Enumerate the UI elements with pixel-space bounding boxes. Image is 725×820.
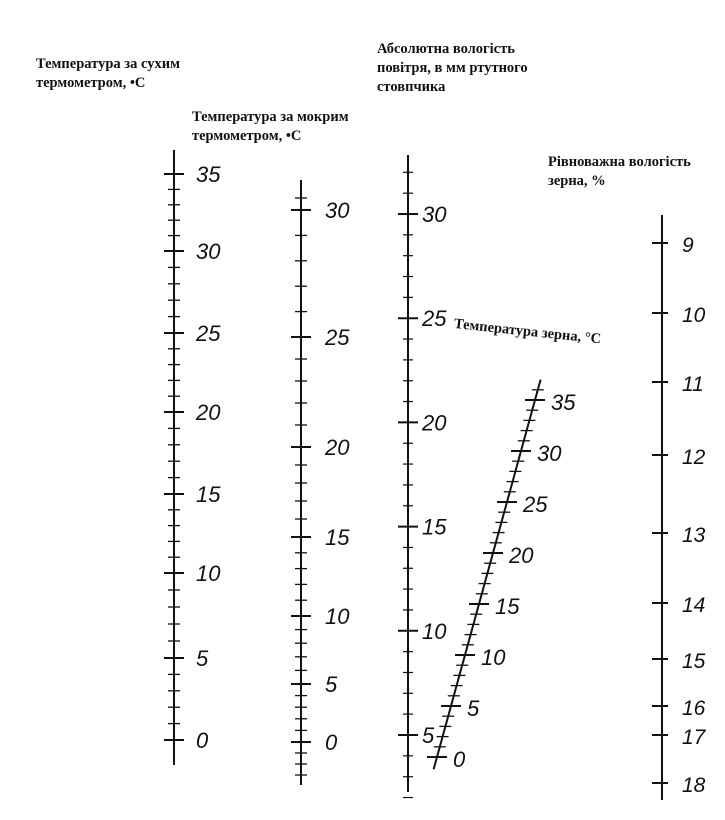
equilibrium-tick-label: 14 (682, 594, 706, 617)
wet-bulb-tick-label: 0 (325, 730, 338, 755)
wet-bulb-tick-label: 20 (325, 435, 350, 460)
wet-bulb-tick-label: 25 (325, 325, 350, 350)
equilibrium-tick-label: 15 (682, 650, 706, 673)
grain-temp-tick-label: 0 (453, 747, 466, 772)
equilibrium-tick-label: 10 (682, 304, 706, 327)
equilibrium-tick-label: 13 (682, 524, 706, 547)
grain-temp-tick-label: 5 (467, 696, 480, 721)
abs-humidity-tick-label: 20 (422, 410, 447, 436)
grain-temp-tick-label: 30 (537, 441, 562, 466)
grain-temp-tick-label: 35 (551, 390, 576, 415)
dry-bulb-tick-label: 10 (196, 561, 221, 586)
abs-humidity-tick-label: 5 (422, 723, 435, 748)
abs-humidity-tick-label: 15 (422, 514, 447, 540)
abs-humidity-title-line-2: повітря, в мм ртутного (377, 60, 528, 76)
dry-bulb-tick-label: 15 (196, 482, 221, 507)
grain-temp-axis (434, 380, 541, 770)
wet-bulb-tick-label: 5 (325, 672, 338, 697)
wet-bulb-title-line-1: Температура за мокрим (192, 109, 349, 125)
abs-humidity-tick-label: 30 (422, 202, 447, 227)
wet-bulb-tick-label: 30 (325, 198, 350, 223)
equilibrium-title-line-1: Рівноважна вологість (548, 154, 691, 170)
dry-bulb-tick-label: 20 (196, 400, 221, 425)
wet-bulb-title-line-2: термометром, •С (192, 128, 302, 144)
dry-bulb-tick-label: 5 (196, 646, 209, 671)
dry-bulb-title-line-2: термометром, •С (36, 75, 146, 91)
grain-temp-title-text: Температура зерна, °С (453, 315, 602, 348)
equilibrium-tick-label: 9 (682, 234, 694, 257)
dry-bulb-title-line-1: Температура за сухим (36, 56, 180, 72)
equilibrium-tick-label: 11 (682, 373, 704, 396)
equilibrium-tick-label: 16 (682, 697, 706, 720)
dry-bulb-tick-label: 35 (196, 162, 221, 187)
equilibrium-title-line-2: зерна, % (548, 173, 606, 189)
abs-humidity-title-line-1: Абсолютна вологість (377, 41, 515, 57)
equilibrium-tick-label: 12 (682, 446, 706, 469)
grain-temp-tick-label: 20 (509, 543, 534, 568)
abs-humidity-tick-label: 10 (422, 618, 447, 644)
dry-bulb-tick-label: 25 (196, 321, 221, 346)
wet-bulb-tick-label: 15 (325, 525, 350, 550)
equilibrium-tick-label: 18 (682, 774, 706, 797)
equilibrium-tick-label: 17 (682, 726, 706, 749)
wet-bulb-tick-label: 10 (325, 604, 350, 629)
grain-temp-tick-label: 15 (495, 594, 520, 619)
abs-humidity-title-line-3: стовпчика (377, 79, 446, 95)
grain-temp-tick-label: 25 (523, 492, 548, 517)
dry-bulb-tick-label: 0 (196, 728, 209, 753)
dry-bulb-tick-label: 30 (196, 239, 221, 264)
grain-temp-tick-label: 10 (481, 645, 506, 670)
abs-humidity-tick-label: 25 (422, 306, 447, 332)
